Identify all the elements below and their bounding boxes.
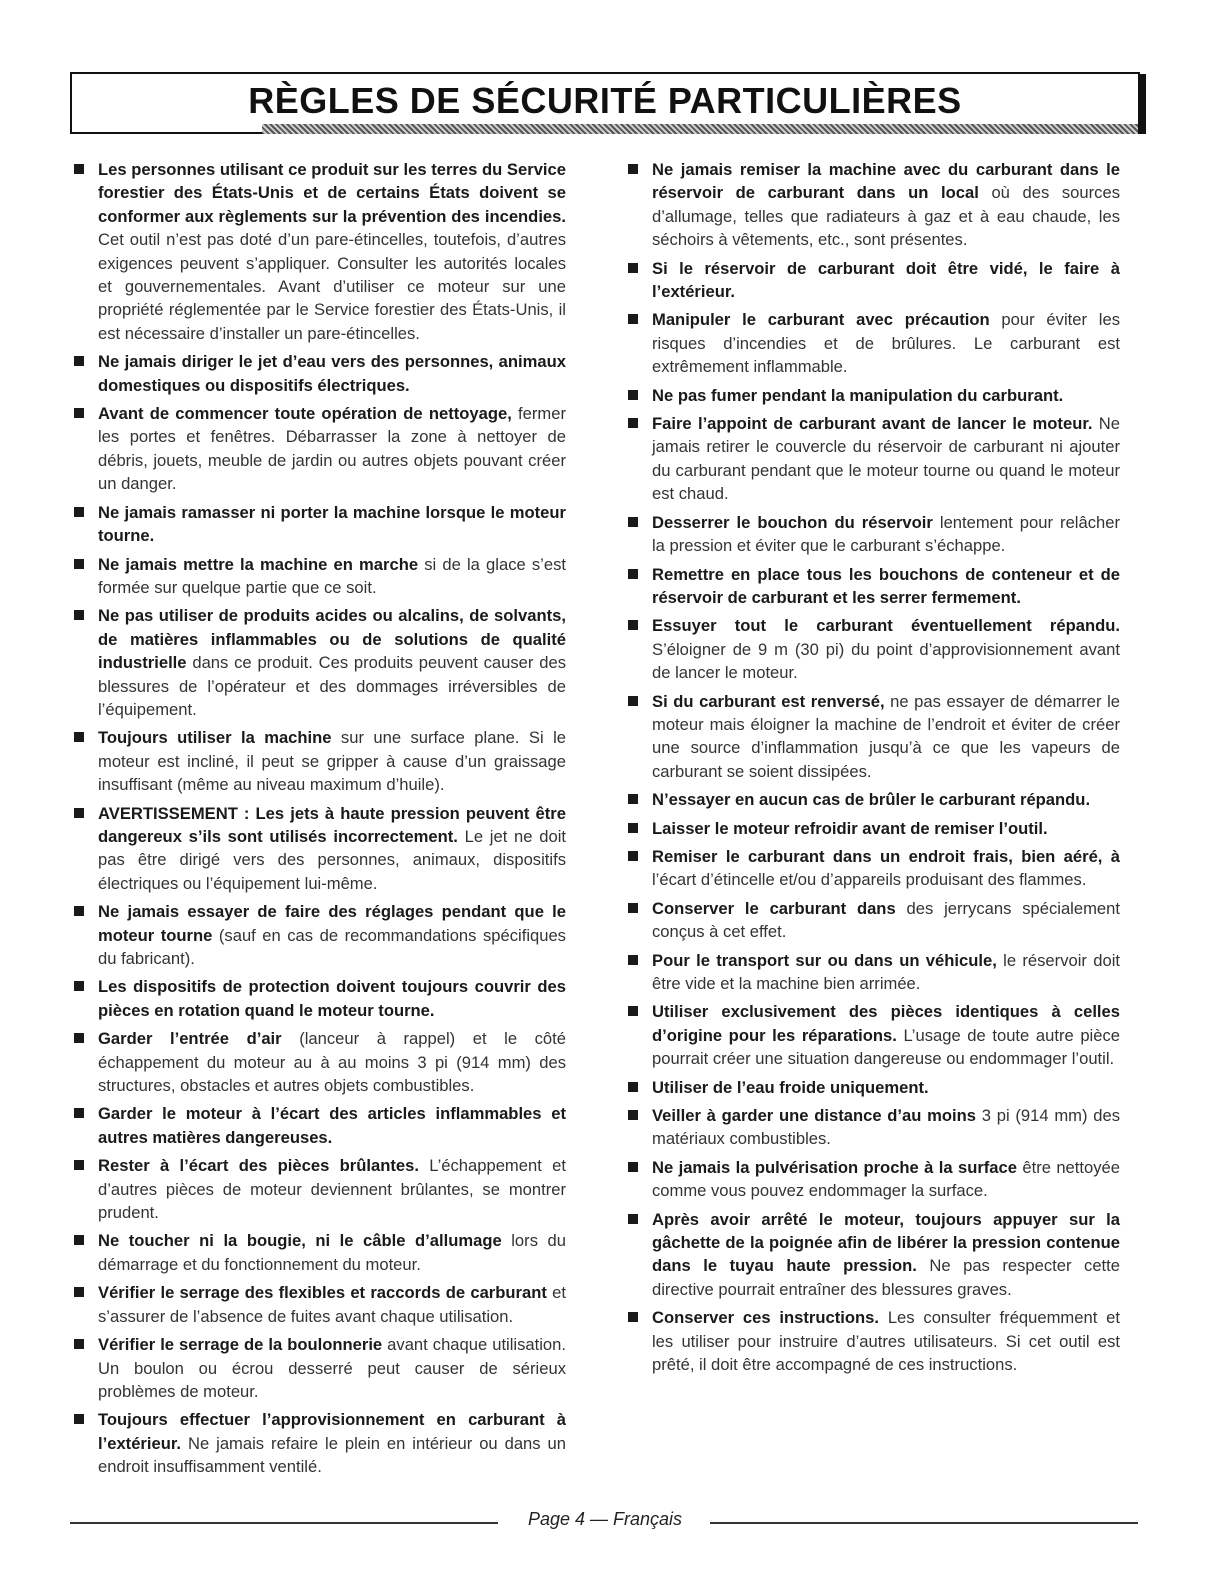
safety-rule-item — [74, 604, 566, 721]
rule-body-text: (lanceur à rappel) et le côté échappement du moteur au à au moins 3 pi (914 mm) des structures, obstacles et autres objets combustibles. — [98, 1029, 566, 1096]
rule-lead-text: Veiller à garder une distance d’au moins — [652, 1106, 977, 1126]
safety-rule-item — [74, 900, 566, 970]
safety-rule-item — [74, 1154, 566, 1224]
safety-rule-item — [628, 788, 1120, 811]
rule-body-text: Ne pas respecter cette directive pourrait entraîner des blessures graves. — [652, 1256, 1120, 1299]
square-bullet-icon — [628, 517, 638, 527]
safety-rule-item — [74, 350, 566, 397]
square-bullet-icon — [74, 507, 84, 517]
rule-lead-text: Pour le transport sur ou dans un véhicule, — [652, 950, 997, 970]
rule-body-text: si de la glace s’est formée sur quelque partie que ce soit. — [98, 554, 566, 597]
safety-rule-item — [628, 690, 1120, 784]
page-title: RÈGLES DE SÉCURITÉ PARTICULIÈRES — [248, 80, 962, 121]
rule-lead-text: Remiser le carburant dans un endroit frais, bien aéré, à — [652, 846, 1120, 866]
page-number: Page 4 — Français — [527, 1509, 683, 1529]
rule-lead-text: N’essayer en aucun cas de brûler le carburant répandu. — [652, 790, 1091, 810]
safety-rule-item — [628, 1156, 1120, 1203]
safety-rule-item — [628, 412, 1120, 506]
rule-body-text: pour éviter les risques d’incendies et de brûlures. Le carburant est extrêmement inflammable. — [652, 310, 1121, 377]
rule-lead-text: Vérifier le serrage des flexibles et raccords de carburant — [98, 1283, 547, 1303]
square-bullet-icon — [628, 1110, 638, 1120]
rule-lead-text: Conserver ces instructions. — [652, 1308, 879, 1328]
square-bullet-icon — [628, 418, 638, 428]
safety-rule-item — [74, 802, 566, 896]
rule-body-text: L’échappement et d’autres pièces de moteur deviennent brûlantes, se montrer prudent. — [98, 1156, 566, 1223]
rule-body-text: dans ce produit. Ces produits peuvent causer des blessures de l’opérateur et des dommages irréversibles de l’équipement. — [98, 653, 566, 719]
rule-body-text: fermer les portes et fenêtres. Débarrasser la zone à nettoyer de débris, jouets, meuble de jardin ou autres objets pouvant créer un danger. — [98, 404, 566, 494]
safety-rule-item — [74, 501, 566, 548]
square-bullet-icon — [628, 1162, 638, 1172]
rule-lead-text: Vérifier le serrage de la boulonnerie — [98, 1335, 383, 1355]
safety-rule-item — [628, 614, 1120, 684]
square-bullet-icon — [74, 408, 84, 418]
rule-lead-text: Utiliser de l’eau froide uniquement. — [652, 1077, 929, 1097]
square-bullet-icon — [74, 1033, 84, 1043]
square-bullet-icon — [74, 1235, 84, 1245]
square-bullet-icon — [74, 981, 84, 991]
rule-body-text: ne pas essayer de démarrer le moteur mais éloigner la machine de l’endroit et éviter de créer une source d’inflammation jusqu’à ce que les vapeurs de carburant se soient dissipées. — [652, 691, 1120, 781]
safety-rule-item — [74, 726, 566, 796]
rule-body-text: où des sources d’allumage, telles que radiateurs à gaz et à eau chaude, les séchoirs à vêtements, etc., sont présentes. — [652, 183, 1120, 250]
header-shadow-right — [1138, 74, 1146, 134]
rule-lead-text: Ne jamais remiser la machine avec du carburant dans le réservoir de carburant dans un local — [652, 160, 1120, 203]
safety-rule-item — [628, 1000, 1120, 1070]
rule-lead-text: Garder l’entrée d’air — [98, 1029, 282, 1049]
safety-rule-item — [74, 1408, 566, 1478]
header-shadow — [262, 124, 1140, 134]
safety-rule-item — [74, 1229, 566, 1276]
safety-rule-item — [628, 563, 1120, 610]
rule-lead-text: Ne jamais la pulvérisation proche à la surface — [652, 1157, 1017, 1177]
square-bullet-icon — [74, 356, 84, 366]
safety-rule-item — [74, 1102, 566, 1149]
rule-body-text: des jerrycans spécialement conçus à cet effet. — [652, 898, 1120, 942]
rule-body-text: Le jet ne doit pas être dirigé vers des personnes, animaux, dispositifs électriques ou l’équipement lui-même. — [98, 826, 566, 893]
rule-lead-text: Toujours effectuer l’approvisionnement en carburant à l’extérieur. — [98, 1410, 566, 1453]
square-bullet-icon — [628, 620, 638, 630]
square-bullet-icon — [628, 263, 638, 273]
rule-lead-text: Ne pas fumer pendant la manipulation du carburant. — [652, 385, 1064, 405]
square-bullet-icon — [74, 1287, 84, 1297]
square-bullet-icon — [74, 906, 84, 916]
rule-lead-text: AVERTISSEMENT : Les jets à haute pression peuvent être dangereux s’ils sont utilisés incorrectement. — [98, 803, 566, 846]
safety-rule-item — [74, 553, 566, 600]
rule-body-text: lentement pour relâcher la pression et éviter que le carburant s’échappe. — [652, 512, 1120, 556]
square-bullet-icon — [628, 1082, 638, 1092]
rule-body-text: Les consulter fréquemment et les utiliser pour instruire d’autres utilisateurs. Si cet outil est prêté, il doit être accompagné de ces instructions. — [652, 1308, 1120, 1375]
square-bullet-icon — [74, 1108, 84, 1118]
rule-body-text: 3 pi (914 mm) des matériaux combustibles. — [652, 1106, 1120, 1149]
safety-rule-item — [628, 158, 1120, 252]
safety-rule-item — [628, 897, 1120, 944]
rule-body-text: Ne jamais retirer le couvercle du réservoir de carburant ni ajouter du carburant pendant que le moteur tourne ou quand le moteur est chaud. — [652, 414, 1120, 504]
page-header — [70, 72, 1140, 134]
square-bullet-icon — [628, 794, 638, 804]
rule-body-text: avant chaque utilisation. Un boulon ou écrou desserré peut causer de sérieux problèmes de moteur. — [98, 1335, 567, 1401]
rule-lead-text: Si le réservoir de carburant doit être vidé, le faire à l’extérieur. — [652, 258, 1120, 302]
safety-rule-item — [628, 308, 1120, 378]
rule-lead-text: Garder le moteur à l’écart des articles inflammables et autres matières dangereuses. — [98, 1104, 566, 1147]
safety-rule-item — [628, 1208, 1120, 1302]
rule-lead-text: Ne toucher ni la bougie, ni le câble d’allumage — [98, 1231, 502, 1251]
square-bullet-icon — [74, 732, 84, 742]
rule-body-text: (sauf en cas de recommandations spécifiques du fabricant). — [98, 925, 566, 968]
rule-lead-text: Ne jamais ramasser ni porter la machine lorsque le moteur tourne. — [98, 502, 566, 546]
rule-lead-text: Essuyer tout le carburant éventuellement répandu. — [652, 616, 1120, 636]
safety-rule-item — [628, 1076, 1120, 1099]
footer-rule-left — [70, 1522, 498, 1524]
left-column — [74, 158, 566, 1484]
safety-rule-item — [628, 511, 1120, 558]
square-bullet-icon — [628, 955, 638, 965]
safety-rule-item — [628, 949, 1120, 996]
square-bullet-icon — [628, 164, 638, 174]
rule-body-text: être nettoyée comme vous pouvez endommager la surface. — [652, 1157, 1120, 1201]
rule-body-text: et s’assurer de l’absence de fuites avant chaque utilisation. — [98, 1283, 566, 1326]
safety-rule-item — [628, 845, 1120, 892]
square-bullet-icon — [628, 851, 638, 861]
rule-lead-text: Laisser le moteur refroidir avant de remiser l’outil. — [652, 818, 1048, 838]
rule-body-text: L’usage de toute autre pièce pourrait créer une situation dangereuse ou endommager l’outil. — [652, 1025, 1121, 1069]
rule-lead-text: Conserver le carburant dans — [652, 898, 896, 918]
footer-rule-right — [710, 1522, 1138, 1524]
rule-body-text: Cet outil n’est pas doté d’un pare-étincelles, toutefois, d’autres exigences peuvent s’appliquer. Consulter les autorités locales et gouvernementales. Avant d’utiliser ce moteur sur une propriété réglementée par le Service forestier des États-Unis, il est nécessaire d’installer un pare-étincelles. — [98, 230, 566, 343]
rule-body-text: sur une surface plane. Si le moteur est incliné, il peut se gripper à cause d’un graissage insuffisant (même au niveau maximum d’huile). — [98, 728, 566, 795]
rule-lead-text: Rester à l’écart des pièces brûlantes. — [98, 1156, 419, 1176]
rule-lead-text: Avant de commencer toute opération de nettoyage, — [98, 404, 512, 424]
safety-rule-item — [628, 384, 1120, 407]
safety-rule-item — [628, 257, 1120, 304]
rule-body-text: lors du démarrage et du fonctionnement du moteur. — [98, 1231, 566, 1274]
rule-lead-text: Desserrer le bouchon du réservoir — [652, 512, 933, 532]
square-bullet-icon — [628, 390, 638, 400]
square-bullet-icon — [74, 1339, 84, 1349]
safety-rule-item — [74, 402, 566, 496]
rule-lead-text: Manipuler le carburant avec précaution — [652, 310, 990, 330]
rule-lead-text: Ne jamais diriger le jet d’eau vers des personnes, animaux domestiques ou dispositifs électriques. — [98, 352, 566, 395]
safety-rule-item — [74, 1333, 566, 1403]
square-bullet-icon — [628, 314, 638, 324]
rule-lead-text: Après avoir arrêté le moteur, toujours appuyer sur la gâchette de la poignée afin de libérer la pression contenue dans le tuyau haute pression. — [652, 1209, 1120, 1276]
safety-rule-item — [74, 975, 566, 1022]
rule-lead-text: Si du carburant est renversé, — [652, 691, 885, 711]
square-bullet-icon — [628, 1214, 638, 1224]
right-column — [628, 158, 1120, 1382]
rule-body-text: S’éloigner de 9 m (30 pi) du point d’approvisionnement avant de lancer le moteur. — [652, 639, 1120, 683]
rule-body-text: Ne jamais refaire le plein en intérieur ou dans un endroit insuffisamment ventilé. — [98, 1433, 566, 1477]
rule-lead-text: Faire l’appoint de carburant avant de lancer le moteur. — [652, 414, 1093, 434]
square-bullet-icon — [74, 559, 84, 569]
safety-rule-item — [628, 1306, 1120, 1376]
safety-rule-item — [74, 158, 566, 345]
rule-lead-text: Les personnes utilisant ce produit sur les terres du Service forestier des États-Unis et de certains États doivent se conformer aux règlements sur la prévention des incendies. — [98, 160, 566, 226]
rule-lead-text: Remettre en place tous les bouchons de conteneur et de réservoir de carburant et les serrer fermement. — [652, 564, 1120, 607]
square-bullet-icon — [74, 164, 84, 174]
rule-lead-text: Toujours utiliser la machine — [98, 728, 332, 748]
safety-rule-item — [74, 1027, 566, 1097]
square-bullet-icon — [628, 696, 638, 706]
square-bullet-icon — [628, 903, 638, 913]
rule-lead-text: Ne jamais mettre la machine en marche — [98, 554, 419, 574]
safety-rule-item — [628, 817, 1120, 840]
square-bullet-icon — [74, 808, 84, 818]
rule-body-text: le réservoir doit être vide et la machine bien arrimée. — [652, 950, 1121, 993]
safety-rule-item — [628, 1104, 1120, 1151]
square-bullet-icon — [628, 1312, 638, 1322]
square-bullet-icon — [74, 610, 84, 620]
rule-body-text: l’écart d’étincelle et/ou d’appareils produisant des flammes. — [652, 870, 1087, 890]
rule-lead-text: Ne pas utiliser de produits acides ou alcalins, de solvants, de matières inflammables ou de solutions de qualité industrielle — [98, 606, 566, 673]
rule-lead-text: Les dispositifs de protection doivent toujours couvrir des pièces en rotation quand le moteur tourne. — [98, 977, 566, 1020]
square-bullet-icon — [74, 1414, 84, 1424]
safety-rule-item — [74, 1281, 566, 1328]
square-bullet-icon — [628, 823, 638, 833]
square-bullet-icon — [628, 1006, 638, 1016]
square-bullet-icon — [628, 569, 638, 579]
rule-lead-text: Ne jamais essayer de faire des réglages pendant que le moteur tourne — [98, 902, 566, 945]
rule-lead-text: Utiliser exclusivement des pièces identiques à celles d’origine pour les réparations. — [652, 1002, 1120, 1045]
square-bullet-icon — [74, 1160, 84, 1170]
